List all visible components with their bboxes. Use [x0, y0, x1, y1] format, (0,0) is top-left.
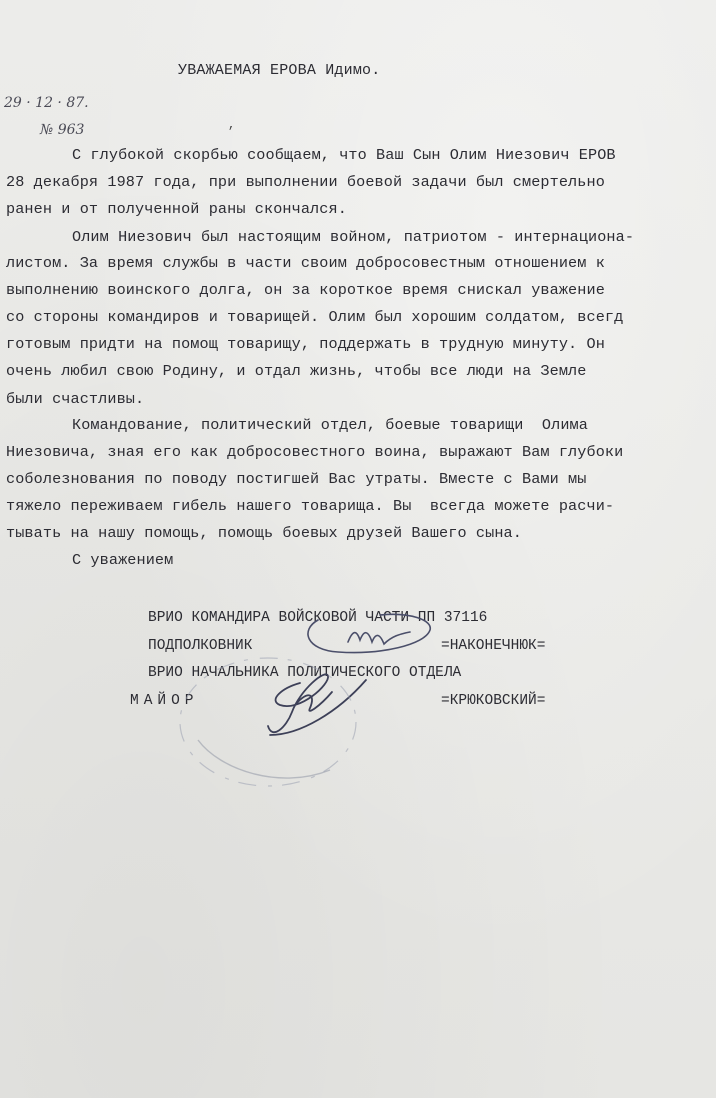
signature-title-1: ВРИО КОМАНДИРА ВОЙСКОВОЙ ЧАСТИ ПП 37116	[148, 610, 488, 626]
body-line: соболезнования по поводу постигшей Вас утраты. Вместе с Вами мы	[6, 470, 587, 488]
pen-mark: ,	[228, 118, 236, 132]
body-line: тывать на нашу помощь, помощь боевых друзей Вашего сына.	[6, 524, 522, 542]
body-line: листом. За время службы в части своим добросовестным отношением к	[6, 254, 605, 272]
signature-name-1: =НАКОНЕЧНЮК=	[441, 638, 546, 654]
body-line: были счастливы.	[6, 390, 145, 408]
body-line: Командование, политический отдел, боевые товарищи Олима	[72, 416, 588, 434]
signature-scribble-2	[268, 674, 366, 735]
body-line: тяжело переживаем гибель нашего товарища. Вы всегда можете расчи-	[6, 497, 615, 515]
body-line: ранен и от полученной раны скончался.	[6, 200, 347, 218]
closing-line: С уважением	[72, 551, 174, 569]
handwritten-date: 29 · 12 · 87.	[4, 95, 89, 111]
body-line: Ниезовича, зная его как добросовестного воина, выражают Вам глубоки	[6, 443, 624, 461]
signature-name-2: =КРЮКОВСКИЙ=	[441, 693, 546, 709]
handwritten-number: № 963	[40, 122, 85, 138]
body-line: 28 декабря 1987 года, при выполнении боевой задачи был смертельно	[6, 173, 605, 191]
body-line: выполнению воинского долга, он за короткое время снискал уважение	[6, 281, 605, 299]
body-line: очень любил свою Родину, и отдал жизнь, чтобы все люди на Земле	[6, 362, 587, 380]
body-line: со стороны командиров и товарищей. Олим был хорошим солдатом, всегд	[6, 308, 624, 326]
body-line: готовым придти на помощ товарищу, поддержать в трудную минуту. Он	[6, 335, 605, 353]
signature-title-2: ВРИО НАЧАЛЬНИКА ПОЛИТИЧЕСКОГО ОТДЕЛА	[148, 665, 462, 681]
signature-rank-2: МАЙОР	[130, 693, 199, 709]
letter-salutation: УВАЖАЕМАЯ ЕРОВА Идимо.	[178, 62, 381, 79]
body-line: Олим Ниезович был настоящим войном, патриотом - интернациона-	[72, 228, 635, 246]
body-line: С глубокой скорбью сообщаем, что Ваш Сын Олим Ниезович ЕРОВ	[72, 146, 616, 164]
signature-rank-1: ПОДПОЛКОВНИК	[148, 638, 253, 654]
